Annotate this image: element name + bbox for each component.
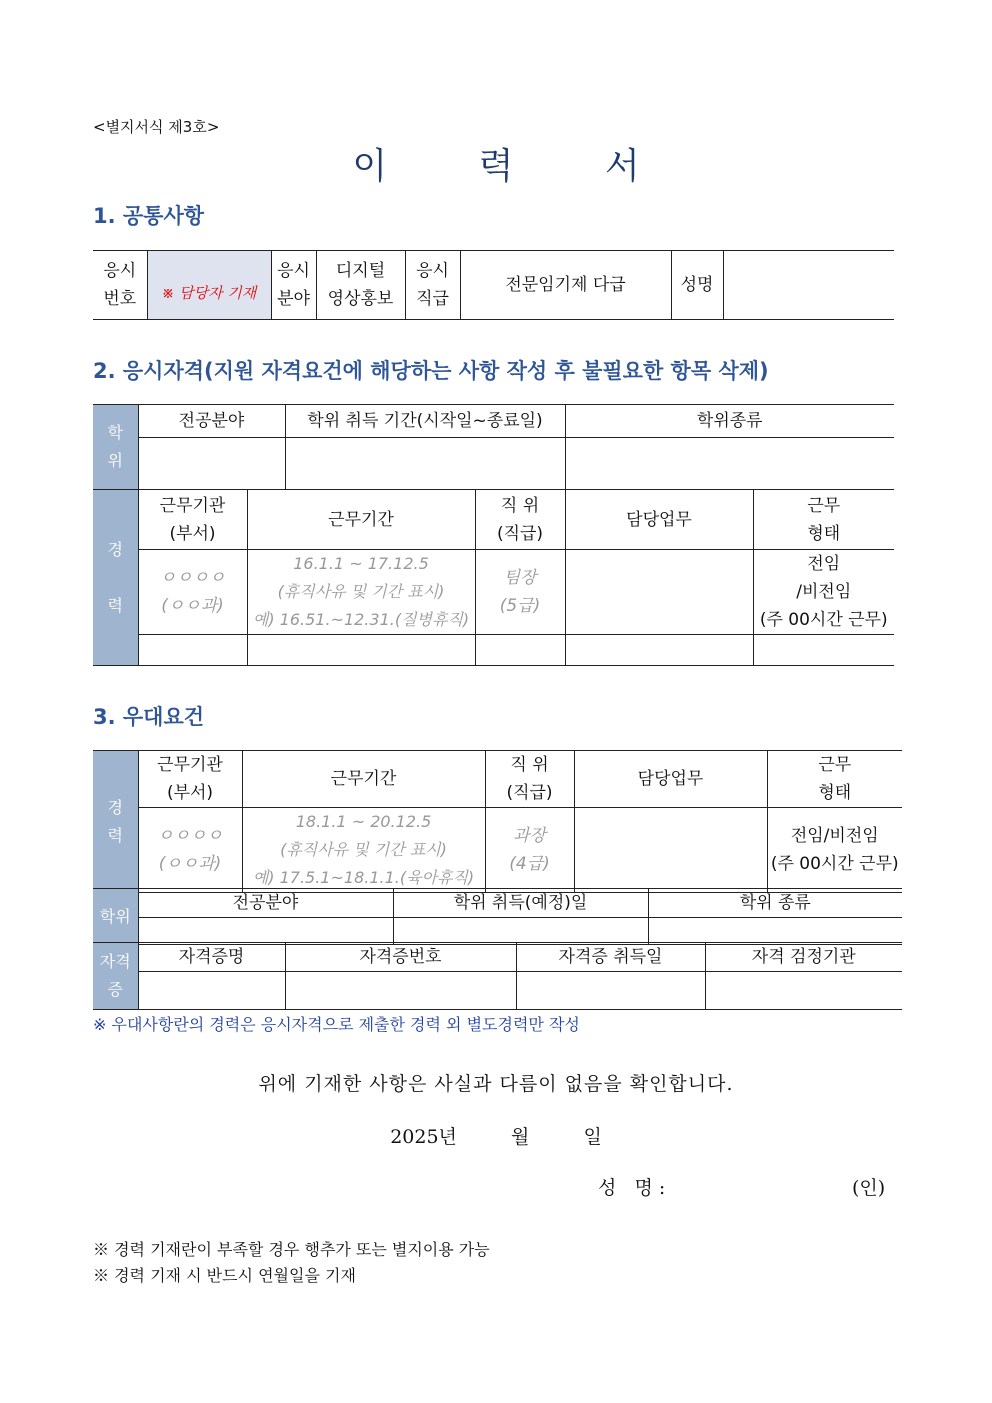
cert-header-date: 자격증 취득일 <box>516 943 705 972</box>
name-field[interactable] <box>723 251 894 320</box>
pref-career-example-type: 전임/비전임 (주 00시간 근무) <box>767 808 902 893</box>
pref-career-header-org: 근무기관 (부서) <box>138 751 242 808</box>
exam-grade-value: 전문임기제 다급 <box>460 251 671 320</box>
pref-degree-side-label: 학위 <box>93 889 138 945</box>
pref-degree-header-major: 전공분야 <box>138 889 393 918</box>
cert-header-agency: 자격 검정기관 <box>705 943 902 972</box>
career-side-label: 경 력 <box>93 490 138 666</box>
pref-career-side-label: 경 력 <box>93 751 138 893</box>
common-info-table <box>93 250 894 320</box>
career-period-input[interactable] <box>247 635 475 666</box>
qualification-degree-table <box>93 404 894 490</box>
signature-label: 성 명 : <box>598 1177 666 1199</box>
career-example-org: ㅇㅇㅇㅇ (ㅇㅇ과) <box>138 550 247 635</box>
footnote-1: ※ 경력 기재란이 부족할 경우 행추가 또는 별지이용 가능 <box>93 1240 490 1259</box>
cert-date-input[interactable] <box>516 972 705 1010</box>
career-header-org: 근무기관 (부서) <box>138 490 247 550</box>
degree-period-input[interactable] <box>285 438 565 490</box>
pref-degree-type-input[interactable] <box>648 918 902 945</box>
pref-career-header-period: 근무기간 <box>242 751 485 808</box>
preference-degree-table <box>93 888 902 945</box>
degree-type-input[interactable] <box>565 438 894 490</box>
exam-field-label: 응시 분야 <box>271 251 316 320</box>
date-year: 2025년 <box>390 1126 457 1148</box>
pref-career-header-type: 근무 형태 <box>767 751 902 808</box>
preference-note: ※ 우대사항란의 경력은 응시자격으로 제출한 경력 외 별도경력만 작성 <box>93 1015 580 1034</box>
pref-career-header-position: 직 위 (직급) <box>485 751 574 808</box>
footnote-2: ※ 경력 기재 시 반드시 연월일을 기재 <box>93 1266 356 1285</box>
career-header-position: 직 위 (직급) <box>475 490 565 550</box>
career-example-position: 팀장 (5급) <box>475 550 565 635</box>
name-label: 성명 <box>671 251 723 320</box>
career-example-type: 전임 /비전임 (주 00시간 근무) <box>753 550 894 635</box>
pref-career-example-period: 18.1.1 ~ 20.12.5 (휴직사유 및 기간 표시) 예) 17.5.1~18.1.1.(육아휴직) <box>242 808 485 893</box>
pref-career-example-org: ㅇㅇㅇㅇ (ㅇㅇ과) <box>138 808 242 893</box>
section2-heading: 2. 응시자격(지원 자격요건에 해당하는 사항 작성 후 불필요한 항목 삭제) <box>93 359 769 383</box>
pref-degree-major-input[interactable] <box>138 918 393 945</box>
date-month: 월 <box>511 1126 530 1148</box>
date-line <box>0 1122 992 1149</box>
degree-major-input[interactable] <box>138 438 285 490</box>
pref-career-header-duty: 담당업무 <box>574 751 767 808</box>
career-example-period: 16.1.1 ~ 17.12.5 (휴직사유 및 기간 표시) 예) 16.51.~12.31.(질병휴직) <box>247 550 475 635</box>
career-type-input[interactable] <box>753 635 894 666</box>
career-duty-input[interactable] <box>565 635 753 666</box>
confirm-statement: 위에 기재한 사항은 사실과 다름이 없음을 확인합니다. <box>258 1073 734 1095</box>
cert-header-name: 자격증명 <box>138 943 285 972</box>
pref-career-example-position: 과장 (4급) <box>485 808 574 893</box>
pref-degree-header-type: 학위 종류 <box>648 889 902 918</box>
qualification-career-table <box>93 489 894 666</box>
exam-number-field[interactable]: ※ 담당자 기재 <box>147 251 271 320</box>
cert-header-number: 자격증번호 <box>285 943 516 972</box>
exam-grade-label: 응시 직급 <box>405 251 460 320</box>
form-label: <별지서식 제3호> <box>93 118 220 136</box>
preference-cert-table <box>93 942 902 1010</box>
pref-degree-date-input[interactable] <box>393 918 648 945</box>
pref-career-example-duty[interactable] <box>574 808 767 893</box>
exam-number-label: 응시 번호 <box>93 251 147 320</box>
exam-field-value: 디지털 영상홍보 <box>316 251 405 320</box>
cert-agency-input[interactable] <box>705 972 902 1010</box>
cert-number-input[interactable] <box>285 972 516 1010</box>
section3-heading: 3. 우대요건 <box>93 705 205 729</box>
career-header-period: 근무기간 <box>247 490 475 550</box>
section1-heading: 1. 공통사항 <box>93 204 205 228</box>
career-example-duty[interactable] <box>565 550 753 635</box>
career-org-input[interactable] <box>138 635 247 666</box>
degree-header-period: 학위 취득 기간(시작일~종료일) <box>285 405 565 438</box>
pref-degree-header-date: 학위 취득(예정)일 <box>393 889 648 918</box>
signature-seal[interactable]: (인) <box>852 1177 886 1199</box>
cert-name-input[interactable] <box>138 972 285 1010</box>
preference-career-table <box>93 750 902 893</box>
career-header-duty: 담당업무 <box>565 490 753 550</box>
degree-header-major: 전공분야 <box>138 405 285 438</box>
date-day: 일 <box>583 1126 602 1148</box>
cert-side-label: 자격 증 <box>93 943 138 1010</box>
page-title: 이 력 서 <box>352 146 680 187</box>
degree-header-type: 학위종류 <box>565 405 894 438</box>
degree-side-label: 학 위 <box>93 405 138 490</box>
career-header-type: 근무 형태 <box>753 490 894 550</box>
career-position-input[interactable] <box>475 635 565 666</box>
